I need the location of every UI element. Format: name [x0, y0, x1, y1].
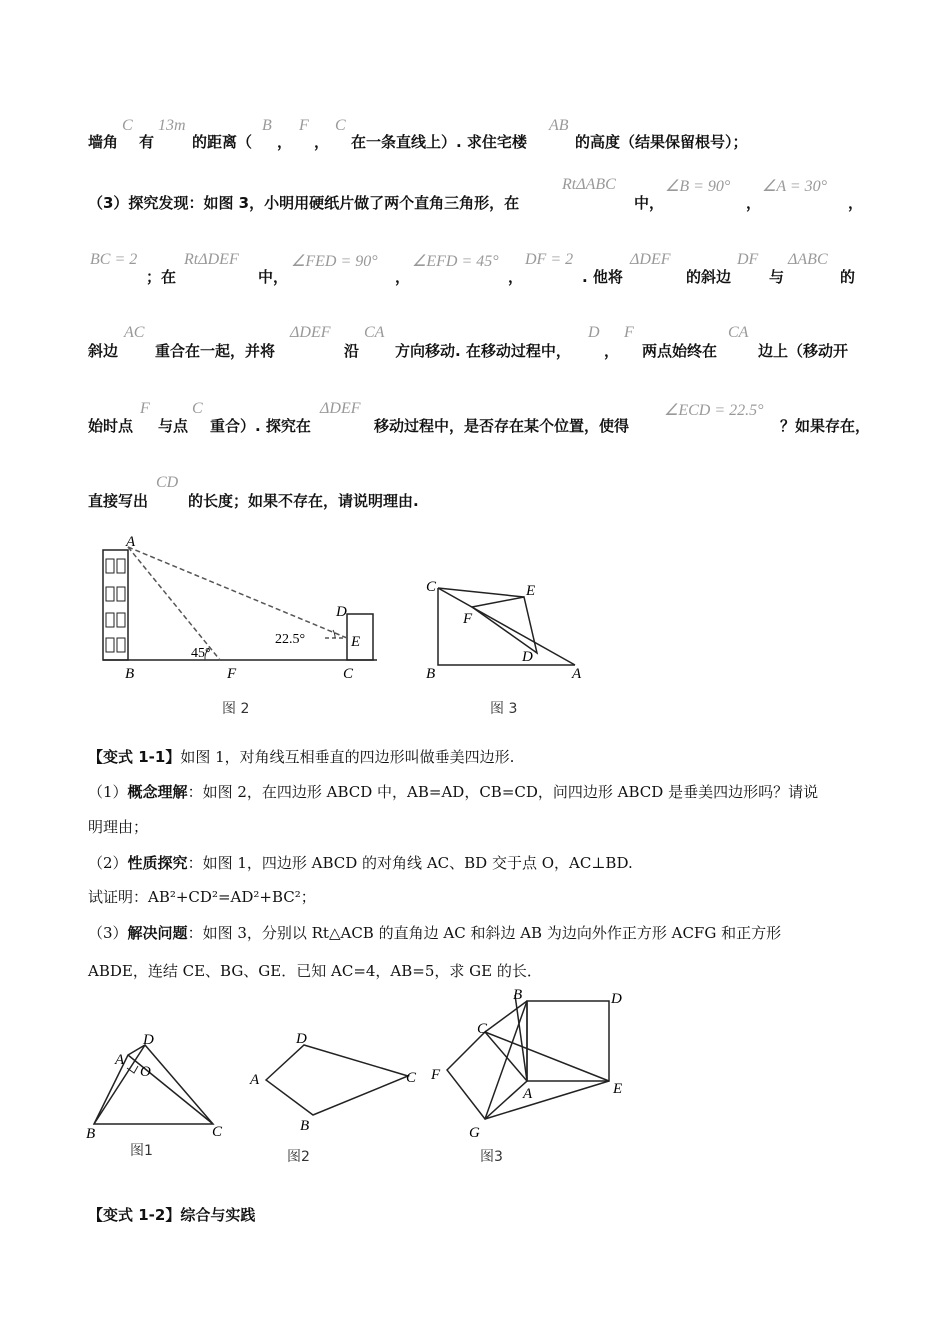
- text: 斜边: [88, 342, 119, 360]
- math: ∠ECD = 22.5°: [664, 402, 764, 419]
- math: ∠FED = 90°: [291, 253, 378, 270]
- sight-line-f: [128, 547, 220, 660]
- label-D: D: [336, 604, 347, 620]
- math: B: [262, 117, 272, 134]
- variant-1-1-intro: [88, 746, 514, 767]
- label-F: F: [463, 611, 473, 627]
- variant-heading: 【变式 1-1】: [88, 748, 181, 766]
- math: ΔDEF: [290, 324, 331, 341]
- text: 重合在一起，并将: [155, 342, 276, 360]
- label-D: D: [611, 991, 622, 1007]
- label-G: G: [469, 1125, 480, 1140]
- math: DF = 2: [525, 251, 574, 268]
- text: 重合）. 探究在: [210, 417, 311, 435]
- text: . 他将: [582, 268, 623, 286]
- kite-abcd: [266, 1045, 408, 1115]
- square-acfg: [447, 1032, 527, 1119]
- text: 的长度；如果不存在，请说明理由.: [188, 492, 419, 510]
- figure-b-1: [80, 1030, 230, 1140]
- text: ，: [508, 268, 524, 286]
- label-A: A: [250, 1072, 260, 1088]
- label-E: E: [526, 583, 536, 599]
- label-O: O: [140, 1064, 151, 1080]
- part-text: ：如图 1，四边形 ABCD 的对角线 AC、BD 交于点 O，AC⊥BD.: [187, 854, 633, 872]
- label-22-5: 22.5°: [275, 632, 306, 647]
- text: 的高度（结果保留根号）；: [575, 133, 748, 151]
- math: F: [299, 117, 309, 134]
- text: ，: [746, 194, 762, 212]
- text: ，: [314, 133, 330, 151]
- segment-ge: [485, 1081, 609, 1119]
- text: 两点始终在: [642, 342, 718, 360]
- part-label: （1）: [88, 783, 128, 801]
- label-D: D: [143, 1032, 154, 1048]
- label-A: A: [523, 1086, 533, 1102]
- math: ∠B = 90°: [665, 178, 731, 195]
- label-B: B: [513, 987, 523, 1003]
- math: C: [122, 117, 133, 134]
- math: ΔDEF: [630, 251, 671, 268]
- square-abde: [527, 1001, 609, 1081]
- variant-1-2: [88, 1204, 255, 1225]
- label-A: A: [115, 1052, 125, 1068]
- caption-fig-b-1: 图1: [130, 1143, 153, 1159]
- figure-b-2: [240, 1020, 430, 1130]
- math: F: [140, 400, 150, 417]
- variant-heading: 【变式 1-2】: [88, 1206, 181, 1224]
- text: 与点: [158, 417, 189, 435]
- label-B: B: [426, 666, 436, 682]
- math: DF: [737, 251, 759, 268]
- math: CA: [364, 324, 385, 341]
- segment-bg: [485, 1001, 527, 1119]
- label-E: E: [351, 634, 361, 650]
- math: RtΔABC: [562, 176, 616, 193]
- text: ，: [604, 342, 620, 360]
- label-F: F: [431, 1067, 441, 1083]
- label-E: E: [613, 1081, 623, 1097]
- label-D: D: [296, 1031, 307, 1047]
- label-A: A: [572, 666, 582, 682]
- building: [103, 550, 128, 660]
- math: C: [192, 400, 203, 417]
- part-label: （3）: [88, 924, 128, 942]
- text: ？如果存在，: [780, 417, 871, 435]
- text: 的距离（: [192, 133, 253, 151]
- text: ，: [277, 133, 293, 151]
- text: 在一条直线上）. 求住宅楼: [351, 133, 527, 151]
- text: 与: [769, 268, 785, 286]
- part-title: 概念理解: [127, 783, 188, 801]
- variant-text: 综合与实践: [180, 1206, 256, 1224]
- math: AB: [549, 117, 569, 134]
- text: 移动过程中，是否存在某个位置，使得: [374, 417, 630, 435]
- math: CA: [728, 324, 749, 341]
- caption-fig-2: 图 2: [222, 701, 250, 717]
- part-label: （2）: [88, 854, 128, 872]
- text: 有: [139, 133, 155, 151]
- math: ΔDEF: [320, 400, 361, 417]
- math: ∠EFD = 45°: [412, 253, 499, 270]
- math: ∠A = 30°: [762, 178, 828, 195]
- text: 沿: [344, 342, 360, 360]
- math: AC: [124, 324, 145, 341]
- label-C: C: [477, 1021, 488, 1037]
- quad-abcd: [94, 1045, 213, 1124]
- text: 中，: [634, 194, 665, 212]
- caption-fig-b-2: 图2: [287, 1149, 310, 1165]
- text: 中，: [258, 268, 289, 286]
- caption-fig-3: 图 3: [490, 701, 518, 717]
- math: D: [588, 324, 600, 341]
- text: （3）探究发现：如图 3，小明用硬纸片做了两个直角三角形，在: [88, 194, 520, 212]
- text: 边上（移动开: [758, 342, 849, 360]
- text: ，: [848, 194, 864, 212]
- math: C: [335, 117, 346, 134]
- label-B: B: [300, 1118, 310, 1130]
- text: ；在: [146, 268, 177, 286]
- figure-2: [95, 530, 395, 690]
- label-B: B: [86, 1126, 96, 1140]
- label-45: 45°: [191, 646, 211, 661]
- sight-line-e: [128, 547, 347, 638]
- text: 的斜边: [686, 268, 732, 286]
- label-C: C: [426, 579, 437, 595]
- part-title: 解决问题: [127, 924, 188, 942]
- variant-1-1-part-1: [88, 781, 818, 802]
- label-D: D: [522, 649, 533, 665]
- math: BC = 2: [90, 251, 138, 268]
- label-C: C: [212, 1124, 223, 1140]
- math: F: [624, 324, 634, 341]
- hypotenuse-ca: [438, 588, 575, 665]
- intro-text: 如图 1，对角线互相垂直的四边形叫做垂美四边形.: [180, 748, 515, 766]
- angle-arc-225: [333, 630, 335, 638]
- text: ，: [395, 268, 411, 286]
- text: 墙角: [88, 133, 119, 151]
- label-A: A: [126, 534, 136, 550]
- caption-fig-b-3: 图3: [480, 1149, 503, 1165]
- text: 的: [840, 268, 856, 286]
- label-B: B: [125, 666, 135, 682]
- variant-1-1-part-3-cont: ABDE，连结 CE、BG、GE．已知 AC=4，AB=5，求 GE 的长．: [88, 962, 542, 980]
- text: 方向移动. 在移动过程中，: [395, 342, 571, 360]
- variant-1-1-part-2-cont: 试证明：AB²+CD²=AD²+BC²；: [88, 888, 316, 906]
- label-F: F: [227, 666, 237, 682]
- math: CD: [156, 474, 179, 491]
- label-C: C: [406, 1070, 417, 1086]
- variant-1-1-part-3: [88, 922, 781, 943]
- part-text: ：如图 3，分别以 Rt△ACB 的直角边 AC 和斜边 AB 为边向外作正方形 ACFG 和正方形: [187, 924, 782, 942]
- figure-b-3: [425, 985, 635, 1140]
- math: 13m: [158, 117, 186, 134]
- segment-ce: [485, 1032, 609, 1081]
- text: 始时点: [88, 417, 134, 435]
- math: ΔABC: [788, 251, 828, 268]
- variant-1-1-part-1-cont: 明理由；: [88, 818, 149, 836]
- variant-1-1-part-2: [88, 852, 633, 873]
- figure-3: [420, 575, 590, 685]
- part-title: 性质探究: [127, 854, 188, 872]
- right-angle-mark: [127, 1066, 138, 1073]
- text: 直接写出: [88, 492, 149, 510]
- math: RtΔDEF: [184, 251, 239, 268]
- label-C: C: [343, 666, 354, 682]
- part-text: ：如图 2，在四边形 ABCD 中，AB=AD，CB=CD，问四边形 ABCD 是垂美四边形吗？请说: [187, 783, 819, 801]
